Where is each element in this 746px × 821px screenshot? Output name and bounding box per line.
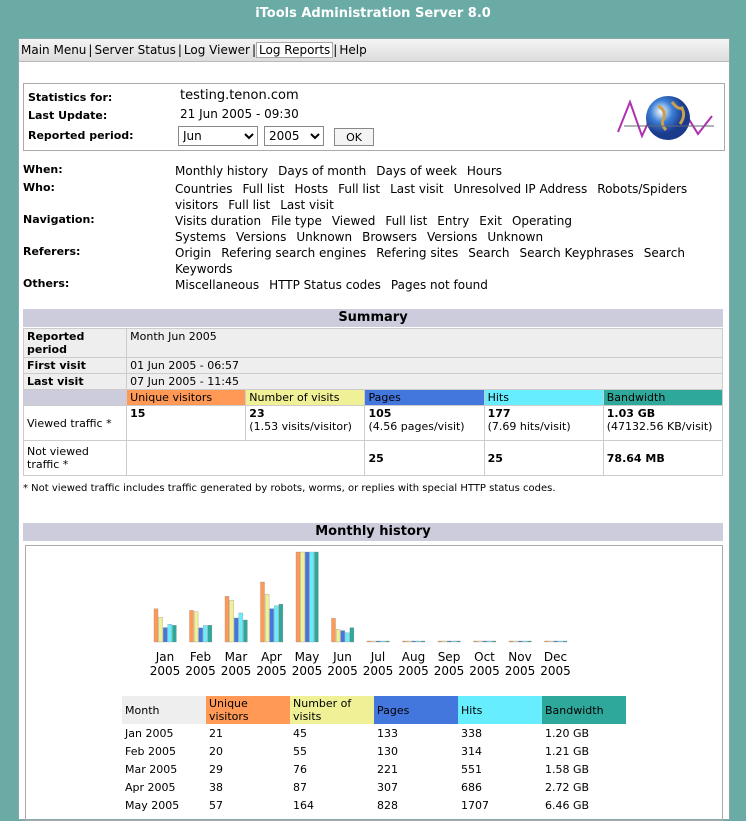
bar-number-of-visits-apr-2005: [265, 594, 269, 642]
bar-number-of-visits-jul-2005: [372, 641, 376, 642]
x-tick-label: Jul: [370, 650, 386, 664]
x-tick-label: Jan: [155, 650, 175, 664]
nav-link-operating-systems[interactable]: Operating Systems: [175, 214, 572, 244]
bar-unique-visitors-jun-2005: [332, 618, 336, 642]
x-tick-label: Mar: [224, 650, 248, 664]
nav-link-search-keyphrases[interactable]: Search Keyphrases: [519, 246, 634, 260]
viewed-hits: [484, 406, 603, 441]
nav-link-last-visit[interactable]: Last visit: [390, 182, 444, 196]
nav-link-refering-sites[interactable]: Refering sites: [376, 246, 459, 260]
table-cell: 164: [293, 798, 314, 812]
x-tick-label: 2005: [540, 664, 571, 678]
bar-hits-mar-2005: [239, 613, 243, 642]
table-cell: 1.21 GB: [545, 744, 590, 758]
nav-link-full-list[interactable]: Full list: [385, 214, 428, 228]
table-row: [122, 724, 626, 742]
viewed-value: 105: [368, 407, 392, 420]
menu-main-menu[interactable]: Main Menu: [21, 43, 87, 57]
viewed-value: 177: [487, 407, 511, 420]
table-cell: 551: [461, 762, 482, 776]
bar-number-of-visits-sep-2005: [443, 641, 447, 642]
bar-bandwidth-apr-2005: [279, 604, 283, 642]
bar-unique-visitors-aug-2005: [403, 641, 407, 642]
table-cell: 57: [209, 798, 223, 812]
table-cell: 221: [377, 762, 398, 776]
menu-log-viewer[interactable]: Log Viewer: [183, 43, 250, 57]
last-visit-value: 07 Jun 2005 - 11:45: [127, 374, 723, 390]
table-cell: 21: [209, 726, 223, 740]
not-viewed-hits: 25: [484, 441, 603, 476]
bar-hits-aug-2005: [416, 641, 420, 642]
viewed-bandwidth: [603, 406, 722, 441]
menu-log-reports[interactable]: Log Reports: [256, 42, 333, 58]
nav-link-origin[interactable]: Origin: [175, 246, 212, 260]
table-row: [24, 406, 723, 441]
bar-pages-jun-2005: [341, 631, 345, 642]
menu-separator: |: [177, 43, 182, 57]
table-cell: 38: [209, 780, 223, 794]
bar-hits-jun-2005: [345, 633, 349, 642]
bar-bandwidth-mar-2005: [243, 620, 247, 642]
monthly-history-chart: [26, 546, 722, 686]
bar-pages-jan-2005: [163, 628, 167, 642]
table-cell: 2.72 GB: [545, 780, 590, 794]
bar-hits-jan-2005: [168, 624, 172, 642]
bar-hits-dec-2005: [558, 641, 562, 642]
bar-number-of-visits-mar-2005: [230, 600, 234, 642]
bar-number-of-visits-may-2005: [301, 552, 305, 642]
bar-pages-aug-2005: [412, 641, 416, 642]
bar-hits-feb-2005: [203, 625, 207, 642]
monthly-history-title: Monthly history: [23, 523, 723, 541]
table-row: [24, 358, 723, 374]
bar-hits-jul-2005: [381, 641, 385, 642]
first-visit-label: First visit: [24, 358, 127, 374]
table-header-row: [122, 696, 626, 724]
col-hits: Hits: [458, 696, 542, 724]
bar-number-of-visits-jan-2005: [159, 617, 163, 642]
table-cell: 1.58 GB: [545, 762, 590, 776]
table-cell: 29: [209, 762, 223, 776]
x-tick-label: Sep: [437, 650, 461, 664]
x-tick-label: 2005: [327, 664, 358, 678]
bar-unique-visitors-dec-2005: [545, 641, 549, 642]
nav-label: Referers:: [23, 245, 81, 258]
bar-bandwidth-jan-2005: [172, 625, 176, 642]
ok-button[interactable]: OK: [334, 128, 374, 146]
x-tick-label: 2005: [469, 664, 500, 678]
last-visit-label: Last visit: [24, 374, 127, 390]
col-unique-visitors: Unique visitors: [127, 390, 246, 406]
nav-link-days-of-week[interactable]: Days of week: [376, 164, 457, 178]
nav-links: [175, 245, 715, 277]
nav-link-full-list[interactable]: Full list: [242, 182, 285, 196]
summary-title: Summary: [23, 309, 723, 327]
summary-table: [23, 328, 723, 476]
col-bandwidth: Bandwidth: [603, 390, 722, 406]
nav-link-browsers[interactable]: Browsers: [362, 230, 417, 244]
table-cell: Mar 2005: [125, 762, 178, 776]
reported-period-label: Reported period:: [28, 129, 134, 142]
table-row: [24, 329, 723, 358]
x-tick-label: Dec: [543, 650, 568, 664]
table-row: [24, 374, 723, 390]
x-tick-label: 2005: [291, 664, 323, 678]
nav-link-robots-spiders-visitors[interactable]: Robots/Spiders visitors: [175, 182, 688, 212]
nav-links: [175, 181, 715, 213]
nav-link-viewed[interactable]: Viewed: [331, 214, 376, 228]
table-cell: 1.20 GB: [545, 726, 590, 740]
table-cell: 55: [293, 744, 307, 758]
bar-pages-apr-2005: [270, 609, 274, 642]
table-row: [122, 760, 626, 778]
table-cell: 130: [377, 744, 398, 758]
nav-link-search[interactable]: Search: [468, 246, 510, 260]
nav-link-visits-duration[interactable]: Visits duration: [175, 214, 262, 228]
monthly-history-box: [25, 545, 723, 821]
x-tick-label: Oct: [474, 650, 495, 664]
viewed-sub: (1.53 visits/visitor): [249, 420, 352, 433]
bar-pages-may-2005: [305, 552, 309, 642]
bar-bandwidth-nov-2005: [527, 641, 531, 642]
bar-pages-sep-2005: [447, 641, 451, 642]
table-row: [122, 796, 626, 814]
year-select[interactable]: [264, 126, 324, 146]
globe-logo-icon: [614, 88, 718, 146]
table-cell: 338: [461, 726, 482, 740]
viewed-pages: [365, 406, 484, 441]
statistics-for-value: testing.tenon.com: [180, 88, 299, 103]
bar-unique-visitors-apr-2005: [261, 582, 265, 642]
bar-unique-visitors-mar-2005: [225, 596, 229, 642]
bar-bandwidth-dec-2005: [563, 641, 567, 642]
col-unique-visitors: Unique visitors: [206, 696, 290, 724]
bar-number-of-visits-feb-2005: [194, 612, 198, 642]
table-cell: 828: [377, 798, 398, 812]
bar-bandwidth-jun-2005: [350, 628, 354, 642]
table-cell: Feb 2005: [125, 744, 176, 758]
reported-period-value: Month Jun 2005: [127, 329, 723, 358]
stats-header: [23, 83, 725, 151]
nav-link-versions[interactable]: Versions: [427, 230, 478, 244]
menu-help[interactable]: Help: [339, 43, 367, 57]
viewed-visits: [246, 406, 365, 441]
bar-number-of-visits-jun-2005: [336, 629, 340, 642]
menu-bar: [19, 39, 729, 62]
table-row: [122, 778, 626, 796]
table-cell: 314: [461, 744, 482, 758]
viewed-traffic-label: Viewed traffic *: [24, 406, 127, 441]
menu-separator: |: [333, 43, 338, 57]
not-viewed-bandwidth: 78.64 MB: [603, 441, 722, 476]
nav-links: [175, 213, 715, 245]
table-row: [24, 390, 723, 406]
bar-pages-feb-2005: [199, 628, 203, 642]
col-month: Month: [122, 696, 206, 724]
x-tick-label: 2005: [504, 664, 536, 678]
bar-number-of-visits-oct-2005: [478, 641, 482, 642]
table-cell: 20: [209, 744, 223, 758]
statistics-for-label: Statistics for:: [28, 91, 113, 104]
not-viewed-traffic-label: Not viewed traffic *: [24, 441, 127, 476]
month-select[interactable]: [178, 126, 258, 146]
table-cell: 45: [293, 726, 307, 740]
table-cell: 87: [293, 780, 307, 794]
bar-hits-nov-2005: [523, 641, 527, 642]
bar-unique-visitors-jul-2005: [367, 641, 371, 642]
last-update-label: Last Update:: [28, 109, 108, 122]
bar-bandwidth-oct-2005: [492, 641, 496, 642]
bar-hits-apr-2005: [274, 606, 278, 642]
table-cell: May 2005: [125, 798, 180, 812]
bar-pages-nov-2005: [518, 641, 522, 642]
nav-link-last-visit[interactable]: Last visit: [280, 198, 334, 212]
viewed-sub: (4.56 pages/visit): [368, 420, 465, 433]
nav-link-unknown[interactable]: Unknown: [296, 230, 353, 244]
reported-period-label: Reported period: [24, 329, 127, 358]
x-tick-label: Feb: [189, 650, 212, 664]
table-cell: 133: [377, 726, 398, 740]
viewed-value: 15: [130, 407, 146, 420]
x-tick-label: May: [294, 650, 320, 664]
viewed-sub: (7.69 hits/visit): [487, 420, 571, 433]
table-cell: 1707: [461, 798, 489, 812]
table-cell: 686: [461, 780, 482, 794]
x-tick-label: Nov: [508, 650, 532, 664]
table-row: [122, 742, 626, 760]
nav-links: [175, 163, 715, 179]
bar-unique-visitors-feb-2005: [190, 610, 194, 642]
nav-link-unknown[interactable]: Unknown: [487, 230, 544, 244]
first-visit-value: 01 Jun 2005 - 06:57: [127, 358, 723, 374]
col-pages: Pages: [374, 696, 458, 724]
viewed-sub: (47132.56 KB/visit): [606, 420, 713, 433]
nav-link-full-list[interactable]: Full list: [228, 198, 271, 212]
nav-link-miscellaneous[interactable]: Miscellaneous: [175, 278, 260, 292]
nav-link-entry[interactable]: Entry: [437, 214, 470, 228]
bar-bandwidth-feb-2005: [208, 625, 212, 642]
bar-number-of-visits-dec-2005: [549, 641, 553, 642]
x-tick-label: 2005: [185, 664, 216, 678]
bar-bandwidth-may-2005: [314, 552, 318, 642]
x-tick-label: Apr: [261, 650, 282, 664]
nav-link-search-keywords[interactable]: Search Keywords: [175, 246, 685, 276]
x-tick-label: Aug: [401, 650, 426, 664]
bar-bandwidth-jul-2005: [385, 641, 389, 642]
nav-link-unresolved-ip-address[interactable]: Unresolved IP Address: [453, 182, 588, 196]
bar-number-of-visits-nov-2005: [514, 641, 518, 642]
x-tick-label: 2005: [398, 664, 429, 678]
bar-unique-visitors-may-2005: [296, 552, 300, 642]
bar-unique-visitors-oct-2005: [474, 641, 478, 642]
x-tick-label: 2005: [220, 664, 252, 678]
bar-number-of-visits-aug-2005: [407, 641, 411, 642]
table-cell: Jan 2005: [125, 726, 174, 740]
bar-pages-dec-2005: [554, 641, 558, 642]
col-number-of-visits: Number of visits: [290, 696, 374, 724]
x-tick-label: 2005: [149, 664, 181, 678]
nav-label: Who:: [23, 181, 55, 194]
bar-bandwidth-aug-2005: [421, 641, 425, 642]
nav-link-days-of-month[interactable]: Days of month: [278, 164, 367, 178]
nav-link-versions[interactable]: Versions: [236, 230, 287, 244]
nav-link-file-type[interactable]: File type: [271, 214, 322, 228]
table-cell: Apr 2005: [125, 780, 176, 794]
bar-pages-oct-2005: [483, 641, 487, 642]
last-update-value: 21 Jun 2005 - 09:30: [180, 107, 299, 121]
table-cell: 6.46 GB: [545, 798, 590, 812]
nav-link-full-list[interactable]: Full list: [338, 182, 381, 196]
not-viewed-pages: 25: [365, 441, 484, 476]
nav-link-exit[interactable]: Exit: [479, 214, 502, 228]
viewed-value: 23: [249, 407, 265, 420]
main-panel: [18, 38, 730, 820]
nav-link-hours[interactable]: Hours: [466, 164, 503, 178]
nav-label: Others:: [23, 277, 70, 290]
bar-hits-oct-2005: [487, 641, 491, 642]
nav-label: Navigation:: [23, 213, 95, 226]
nav-label: When:: [23, 163, 63, 176]
bar-unique-visitors-sep-2005: [438, 641, 442, 642]
window-title: iTools Administration Server 8.0: [255, 6, 491, 21]
x-tick-label: 2005: [256, 664, 287, 678]
nav-links: [175, 277, 715, 293]
col-bandwidth: Bandwidth: [542, 696, 626, 724]
menu-separator: |: [251, 43, 257, 57]
table-row: [24, 441, 723, 476]
nav-link-pages-not-found[interactable]: Pages not found: [390, 278, 488, 292]
viewed-visitors: [127, 406, 246, 441]
header-blank: [24, 390, 127, 406]
col-number-of-visits: Number of visits: [246, 390, 365, 406]
bar-hits-sep-2005: [452, 641, 456, 642]
col-pages: Pages: [365, 390, 484, 406]
viewed-value: 1.03 GB: [606, 407, 656, 420]
monthly-history-table: [122, 696, 626, 814]
bar-pages-mar-2005: [234, 618, 238, 642]
bar-bandwidth-sep-2005: [456, 641, 460, 642]
x-tick-label: 2005: [433, 664, 465, 678]
x-tick-label: 2005: [362, 664, 394, 678]
not-viewed-visitors: [127, 441, 365, 476]
menu-separator: |: [88, 43, 93, 57]
nav-link-refering-search-engines[interactable]: Refering search engines: [221, 246, 367, 260]
x-tick-label: Jun: [333, 650, 352, 664]
bar-hits-may-2005: [310, 552, 314, 642]
nav-link-http-status-codes[interactable]: HTTP Status codes: [269, 278, 381, 292]
nav-link-monthly-history[interactable]: Monthly history: [175, 164, 269, 178]
bar-pages-jul-2005: [376, 641, 380, 642]
col-hits: Hits: [484, 390, 603, 406]
table-cell: 307: [377, 780, 398, 794]
table-cell: 76: [293, 762, 307, 776]
bar-unique-visitors-jan-2005: [154, 609, 158, 642]
menu-server-status[interactable]: Server Status: [94, 43, 176, 57]
traffic-note: * Not viewed traffic includes traffic generated by robots, worms, or replies with special HTTP status codes.: [23, 483, 556, 494]
nav-link-hosts[interactable]: Hosts: [294, 182, 329, 196]
nav-link-countries[interactable]: Countries: [175, 182, 233, 196]
bar-unique-visitors-nov-2005: [509, 641, 513, 642]
